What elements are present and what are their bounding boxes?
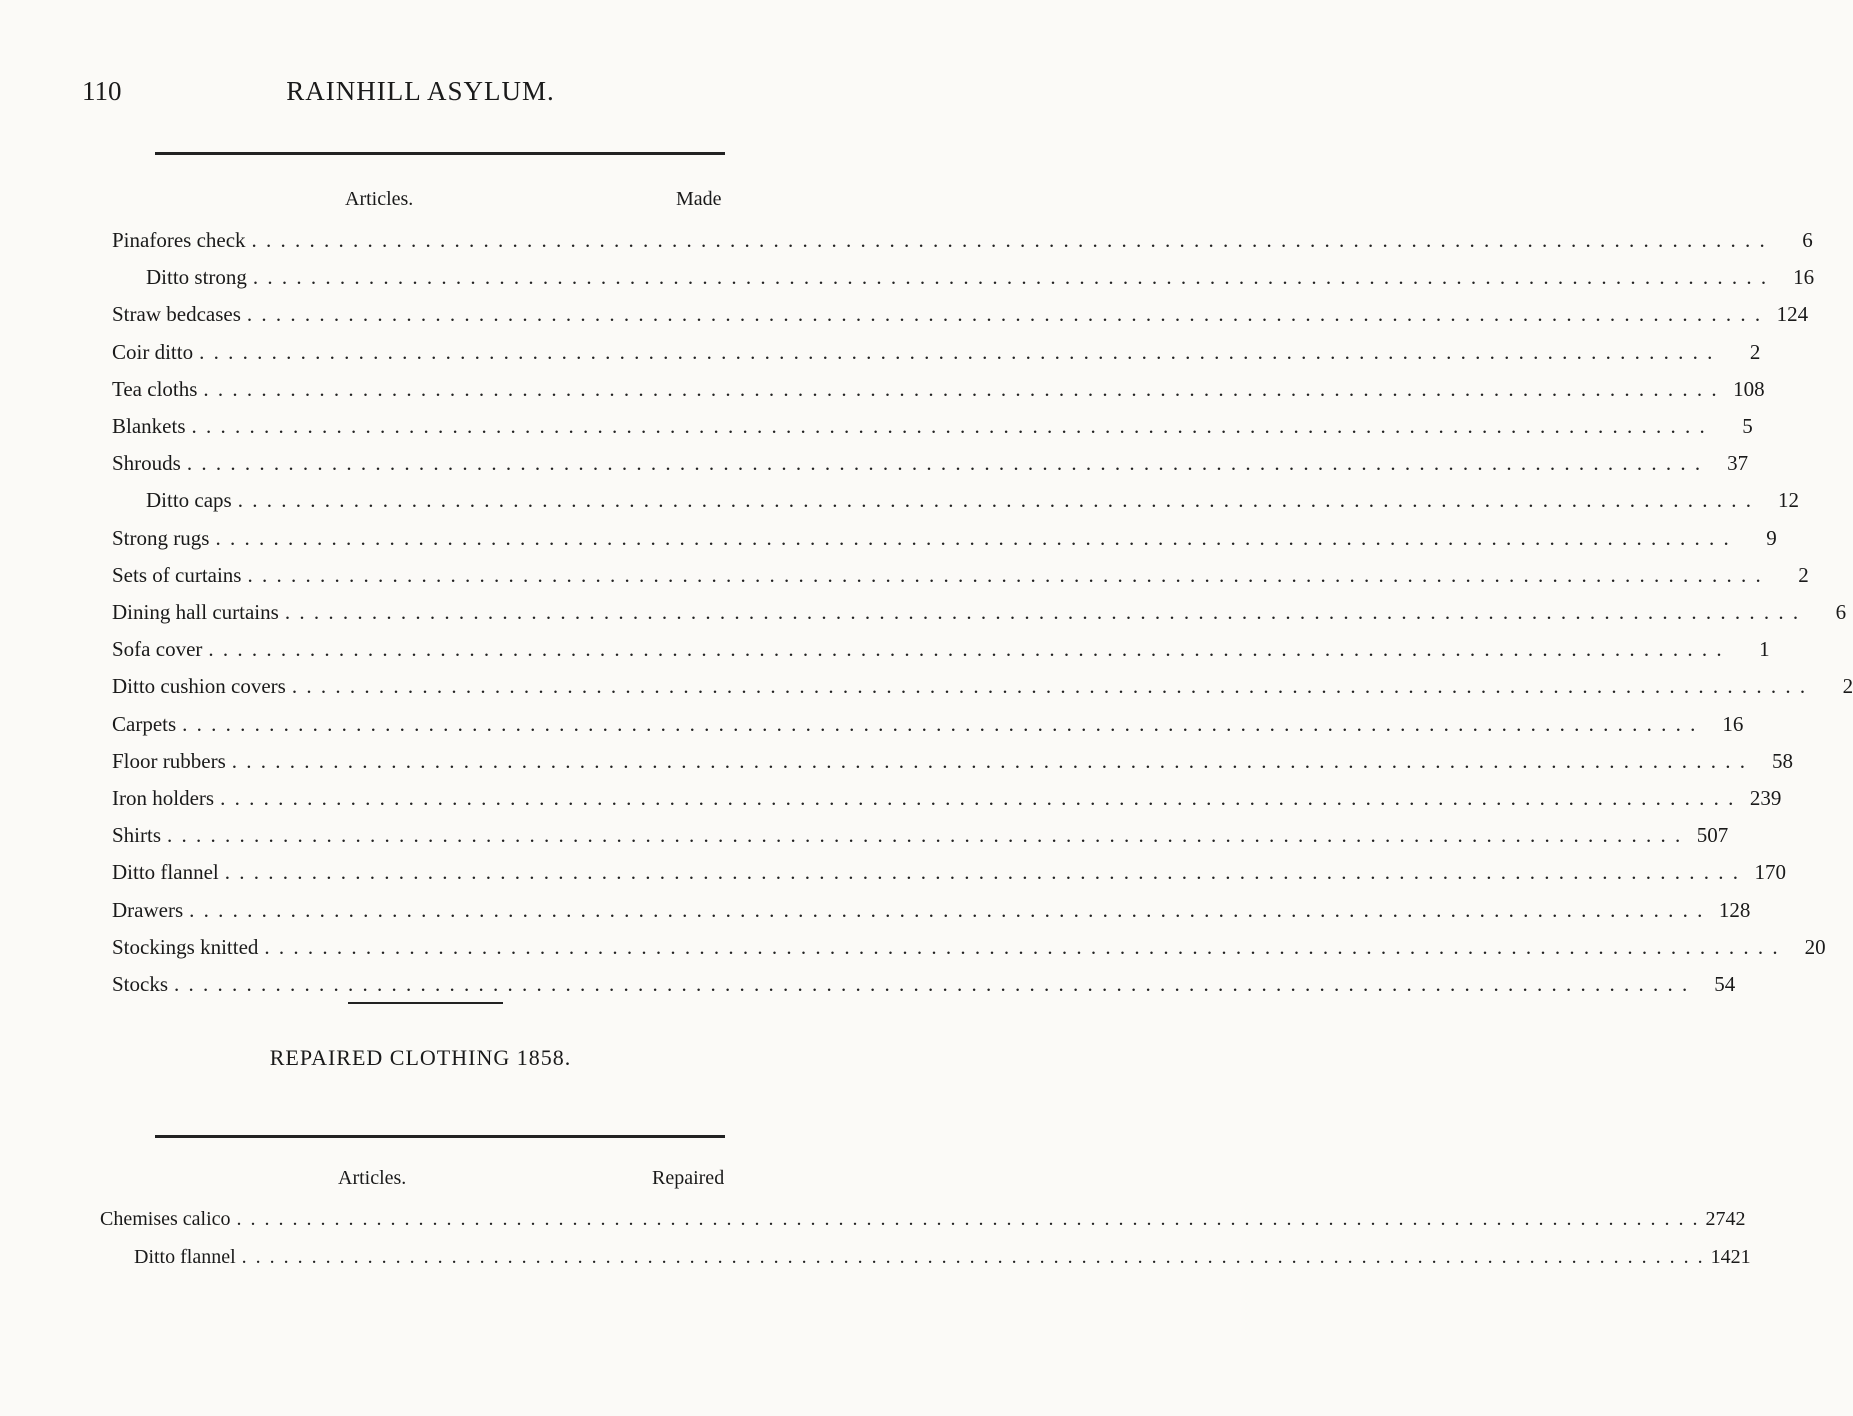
table-row [112,414,1753,454]
row-label: Sets of curtains [112,562,242,587]
table-row [112,786,1782,826]
page-number: 110 [82,76,122,106]
table-row [112,525,1777,566]
row-value: 5 [1742,414,1753,438]
section-divider [348,1002,503,1004]
row-value: 20 [1804,934,1826,959]
row-value: 16 [1722,711,1744,736]
row-value: 54 [1714,972,1736,996]
dot-leader: . . . . . . . . . . . . . . . . . . . . . . . . . . . . . . . . . . . . . . . . . . . . . . . . . . . . . . . . . . . . . . . . . . . . . . . . . . . . . . . . . . . . . . . . . . . . . . . . . . . . . . . . . [236,1208,1700,1230]
row-label: Stocks [112,972,169,996]
row-value: 2 [1842,674,1853,699]
row-label: Carpets [112,711,177,736]
table-row [112,860,1786,900]
table-row [112,302,1809,342]
row-label: Ditto flannel [134,1246,236,1268]
table-row [112,897,1751,938]
repaired-top-rule [155,1135,725,1138]
table-row [112,228,1813,268]
dot-leader: . . . . . . . . . . . . . . . . . . . . . . . . . . . . . . . . . . . . . . . . . . . . . . . . . . . . . . . . . . . . . . . . . . . . . . . . . . . . . . . . . . . . . . . . . . . . . . . . . . . . . . . . . [246,302,1763,327]
row-value: 12 [1777,488,1799,513]
row-value: 128 [1718,897,1751,922]
table-row [112,451,1749,491]
top-rule [155,152,725,155]
dot-leader: . . . . . . . . . . . . . . . . . . . . . . . . . . . . . . . . . . . . . . . . . . . . . . . . . . . . . . . . . . . . . . . . . . . . . . . . . . . . . . . . . . . . . . . . . . . . . . . . . . . . . . . . . [174,972,1690,996]
table-row [112,339,1761,380]
table-row [100,1246,1751,1286]
dot-leader: . . . . . . . . . . . . . . . . . . . . . . . . . . . . . . . . . . . . . . . . . . . . . . . . . . . . . . . . . . . . . . . . . . . . . . . . . . . . . . . . . . . . . . . . . . . . . . . . . . . . . . . . . [203,376,1719,401]
row-value: 16 [1793,265,1815,290]
col-header-made: Made [676,188,722,210]
row-value: 124 [1776,302,1809,327]
row-label: Floor rubbers [112,748,226,773]
row-value: 1 [1759,637,1770,662]
dot-leader: . . . . . . . . . . . . . . . . . . . . . . . . . . . . . . . . . . . . . . . . . . . . . . . . . . . . . . . . . . . . . . . . . . . . . . . . . . . . . . . . . . . . . . . . . . . . . . . . . . . . . . . . . [199,339,1715,364]
row-label: Straw bedcases [112,302,241,327]
dot-leader: . . . . . . . . . . . . . . . . . . . . . . . . . . . . . . . . . . . . . . . . . . . . . . . . . . . . . . . . . . . . . . . . . . . . . . . . . . . . . . . . . . . . . . . . . . . . . . . . . . . . . . . . . [241,1246,1705,1268]
col-header-repaired: Repaired [652,1167,725,1189]
col-header-articles: Articles. [338,1167,407,1189]
table-row [112,711,1744,752]
row-value: 58 [1772,748,1793,773]
row-label: Strong rugs [112,525,210,550]
dot-leader: . . . . . . . . . . . . . . . . . . . . . . . . . . . . . . . . . . . . . . . . . . . . . . . . . . . . . . . . . . . . . . . . . . . . . . . . . . . . . . . . . . . . . . . . . . . . . . . . . . . . . . . . . [189,897,1705,922]
table-row [112,637,1770,677]
dot-leader: . . . . . . . . . . . . . . . . . . . . . . . . . . . . . . . . . . . . . . . . . . . . . . . . . . . . . . . . . . . . . . . . . . . . . . . . . . . . . . . . . . . . . . . . . . . . . . . . . . . . . . . . . [231,748,1747,773]
table-row [112,562,1809,603]
table-row [112,934,1826,975]
row-value: 239 [1749,786,1782,810]
table-row [112,376,1765,417]
row-label: Dining hall curtains [112,600,279,624]
dot-leader: . . . . . . . . . . . . . . . . . . . . . . . . . . . . . . . . . . . . . . . . . . . . . . . . . . . . . . . . . . . . . . . . . . . . . . . . . . . . . . . . . . . . . . . . . . . . . . . . . . . . . . . . . [191,414,1707,438]
dot-leader: . . . . . . . . . . . . . . . . . . . . . . . . . . . . . . . . . . . . . . . . . . . . . . . . . . . . . . . . . . . . . . . . . . . . . . . . . . . . . . . . . . . . . . . . . . . . . . . . . . . . . . . . . [237,488,1753,513]
dot-leader: . . . . . . . . . . . . . . . . . . . . . . . . . . . . . . . . . . . . . . . . . . . . . . . . . . . . . . . . . . . . . . . . . . . . . . . . . . . . . . . . . . . . . . . . . . . . . . . . . . . . . . . . . [182,711,1698,736]
row-value: 2 [1798,562,1809,587]
row-value: 2742 [1705,1208,1746,1230]
row-label: Ditto flannel [112,860,219,885]
row-label: Ditto cushion covers [112,674,286,699]
row-value: 6 [1802,228,1813,252]
row-value: 9 [1766,525,1777,550]
row-value: 507 [1696,823,1729,848]
row-label: Tea cloths [112,376,198,401]
row-label: Drawers [112,897,184,922]
row-value: 2 [1749,339,1761,364]
dot-leader: . . . . . . . . . . . . . . . . . . . . . . . . . . . . . . . . . . . . . . . . . . . . . . . . . . . . . . . . . . . . . . . . . . . . . . . . . . . . . . . . . . . . . . . . . . . . . . . . . . . . . . . . . [251,228,1767,252]
table-row [112,265,1815,305]
dot-leader: . . . . . . . . . . . . . . . . . . . . . . . . . . . . . . . . . . . . . . . . . . . . . . . . . . . . . . . . . . . . . . . . . . . . . . . . . . . . . . . . . . . . . . . . . . . . . . . . . . . . . . . . . [247,562,1763,587]
table-row [112,972,1736,1012]
table-row [112,674,1853,714]
row-label: Shrouds [112,451,181,476]
dot-leader: . . . . . . . . . . . . . . . . . . . . . . . . . . . . . . . . . . . . . . . . . . . . . . . . . . . . . . . . . . . . . . . . . . . . . . . . . . . . . . . . . . . . . . . . . . . . . . . . . . . . . . . . . [284,600,1801,624]
row-value: 6 [1835,600,1847,624]
row-label: Chemises calico [100,1208,231,1230]
row-value: 170 [1754,860,1786,885]
dot-leader: . . . . . . . . . . . . . . . . . . . . . . . . . . . . . . . . . . . . . . . . . . . . . . . . . . . . . . . . . . . . . . . . . . . . . . . . . . . . . . . . . . . . . . . . . . . . . . . . . . . . . . . . . [186,451,1703,476]
table-row [112,488,1799,528]
dot-leader: . . . . . . . . . . . . . . . . . . . . . . . . . . . . . . . . . . . . . . . . . . . . . . . . . . . . . . . . . . . . . . . . . . . . . . . . . . . . . . . . . . . . . . . . . . . . . . . . . . . . . . . . . [215,525,1731,550]
row-label: Iron holders [112,786,215,810]
dot-leader: . . . . . . . . . . . . . . . . . . . . . . . . . . . . . . . . . . . . . . . . . . . . . . . . . . . . . . . . . . . . . . . . . . . . . . . . . . . . . . . . . . . . . . . . . . . . . . . . . . . . . . . . . [224,860,1740,885]
page-header [0,76,801,116]
row-label: Pinafores check [112,228,246,252]
table-row [112,748,1793,789]
row-label: Stockings knitted [112,934,259,959]
table-row [100,1208,1746,1248]
row-label: Blankets [112,414,186,438]
row-label: Ditto strong [146,265,247,290]
row-label: Ditto caps [146,488,232,513]
dot-leader: . . . . . . . . . . . . . . . . . . . . . . . . . . . . . . . . . . . . . . . . . . . . . . . . . . . . . . . . . . . . . . . . . . . . . . . . . . . . . . . . . . . . . . . . . . . . . . . . . . . . . . . . . [208,637,1724,662]
row-value: 1421 [1710,1246,1751,1268]
table-row [112,600,1847,640]
section-title: REPAIRED CLOTHING 1858. [269,1045,572,1070]
running-title: RAINHILL ASYLUM. [286,76,555,106]
dot-leader: . . . . . . . . . . . . . . . . . . . . . . . . . . . . . . . . . . . . . . . . . . . . . . . . . . . . . . . . . . . . . . . . . . . . . . . . . . . . . . . . . . . . . . . . . . . . . . . . . . . . . . . . . [291,674,1808,699]
row-label: Sofa cover [112,637,203,662]
dot-leader: . . . . . . . . . . . . . . . . . . . . . . . . . . . . . . . . . . . . . . . . . . . . . . . . . . . . . . . . . . . . . . . . . . . . . . . . . . . . . . . . . . . . . . . . . . . . . . . . . . . . . . . . . [252,265,1769,290]
row-value: 108 [1733,376,1765,401]
dot-leader: . . . . . . . . . . . . . . . . . . . . . . . . . . . . . . . . . . . . . . . . . . . . . . . . . . . . . . . . . . . . . . . . . . . . . . . . . . . . . . . . . . . . . . . . . . . . . . . . . . . . . . . . . [220,786,1736,810]
dot-leader: . . . . . . . . . . . . . . . . . . . . . . . . . . . . . . . . . . . . . . . . . . . . . . . . . . . . . . . . . . . . . . . . . . . . . . . . . . . . . . . . . . . . . . . . . . . . . . . . . . . . . . . . . [167,823,1683,848]
table-row [112,823,1729,863]
row-value: 37 [1727,451,1749,476]
row-label: Coir ditto [112,339,194,364]
dot-leader: . . . . . . . . . . . . . . . . . . . . . . . . . . . . . . . . . . . . . . . . . . . . . . . . . . . . . . . . . . . . . . . . . . . . . . . . . . . . . . . . . . . . . . . . . . . . . . . . . . . . . . . . . [264,934,1780,959]
col-header-articles: Articles. [345,188,414,210]
row-label: Shirts [112,823,162,848]
